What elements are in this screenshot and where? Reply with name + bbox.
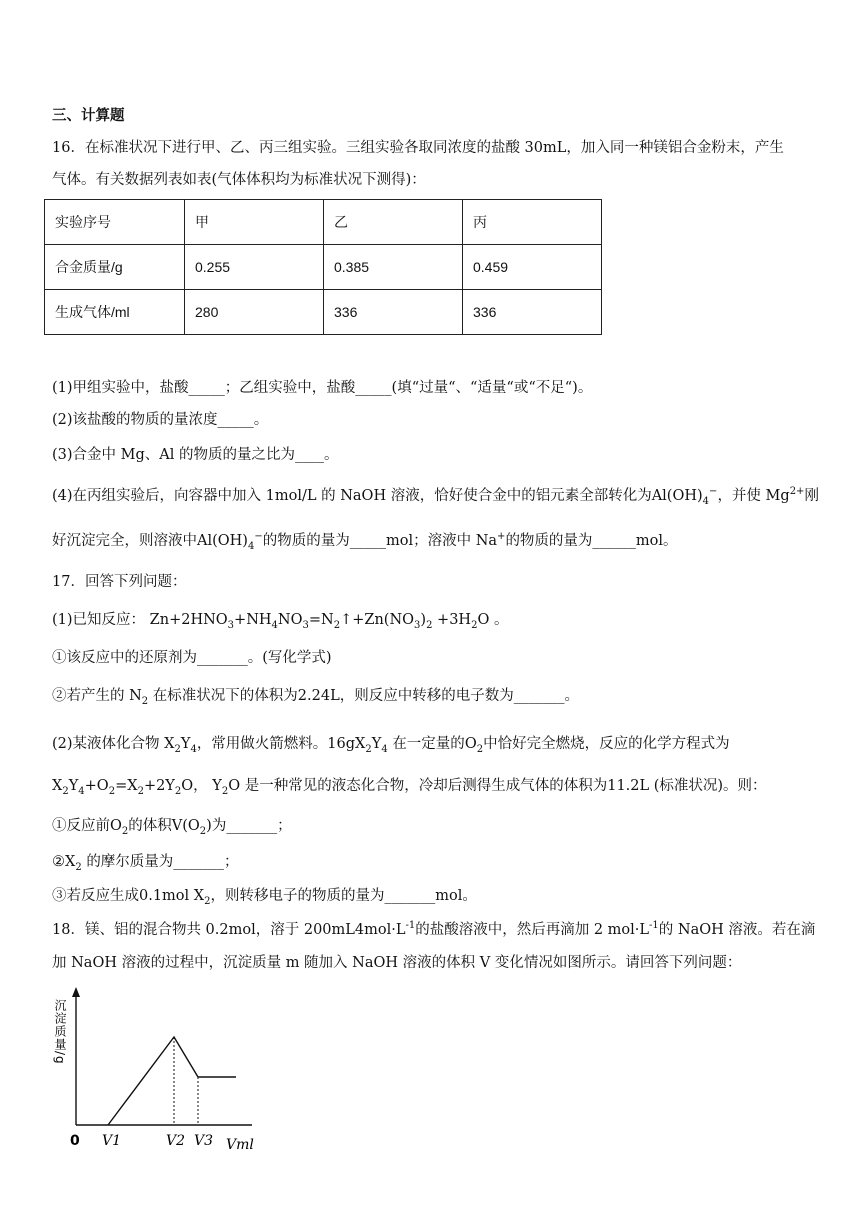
table-row	[45, 290, 602, 335]
table-cell: 336	[324, 290, 463, 335]
table-cell: 生成气体/ml	[45, 290, 185, 335]
graph-y-label: 沉淀质量/g	[53, 999, 67, 1065]
text: 18．镁、铝的混合物共 0.2mol，溶于 200mL4mol·L	[52, 922, 406, 938]
q16-stem-line1: 16．在标准状况下进行甲、乙、丙三组实验。三组实验各取同浓度的盐酸 30mL，加入同一种镁铝合金粉末，产生	[52, 140, 784, 156]
y-axis-arrow	[72, 987, 80, 997]
q16-sub4-line2: 好沉淀完全，则溶液中$Al(OH)_4^-$的物质的量为_____mol；溶液中 Na+的物质的量为______mol。	[52, 531, 678, 552]
text: (4)在丙组实验后，向容器中加入 1mol/L 的 NaOH 溶液，恰好使合金中的铝元素全部转化为	[52, 488, 652, 504]
table-cell: 丙	[463, 200, 602, 245]
table-cell: 0.459	[463, 245, 602, 290]
text: 的体积	[128, 818, 172, 834]
q17-p1	[52, 610, 508, 630]
equation: $X_2Y_4+O_2=X_2+2Y_2O$	[52, 778, 194, 797]
table-row	[45, 245, 602, 290]
text: 为_______；	[211, 818, 292, 834]
tick-label-v2: V2	[166, 1133, 186, 1149]
q17-p2-item2: $②X_2$ 的摩尔质量为_______；	[52, 854, 239, 873]
q16-sub4-line1: (4)在丙组实验后，向容器中加入 1mol/L 的 NaOH 溶液，恰好使合金中的铝元素全部转化为$Al(OH)_4^-$，并使 $Mg^{2+}$刚	[52, 486, 819, 507]
tick-label-v1: V1	[102, 1133, 122, 1149]
text: 的盐酸溶液中，然后再滴加 2 mol·L	[415, 922, 650, 938]
q17-p2-line1: (2)某液体化合物 $X_2Y_4$，常用做火箭燃料。$16gX_2Y_4$ 在一定量的$O_2$中恰好完全燃烧，反应的化学方程式为	[52, 736, 730, 755]
precipitate-curve	[108, 1037, 236, 1125]
text: 在一定量的	[392, 736, 465, 752]
table-cell: 实验序号	[45, 200, 185, 245]
table-cell: 0.255	[185, 245, 324, 290]
q16-sub3: (3)合金中 Mg、Al 的物质的量之比为____。	[52, 447, 339, 463]
q16-sub2: (2)该盐酸的物质的量浓度_____。	[52, 412, 269, 428]
q17-p2-item1: ①反应前$O_2$的体积$V(O_2)$为_______；	[52, 818, 292, 837]
formula: $Al(OH)_4^-$	[651, 486, 718, 507]
table-cell: 0.385	[324, 245, 463, 290]
table-cell: 280	[185, 290, 324, 335]
tick-label-v3: V3	[194, 1133, 214, 1149]
q16-sub1: (1)甲组实验中，盐酸_____；乙组实验中，盐酸_____(填“过量“、“适量“或“不足“)。	[52, 380, 593, 396]
table-cell: 合金质量/g	[45, 245, 185, 290]
text: 的物质的量为______mol。	[505, 533, 678, 549]
graph-origin-label: 0	[70, 1133, 80, 1149]
table-header-row	[45, 200, 602, 245]
precipitate-graph	[46, 985, 276, 1155]
text: ②	[52, 854, 65, 870]
text: 好沉淀完全，则溶液中	[52, 533, 197, 549]
text: (1)已知反应：	[52, 612, 146, 628]
text: ，常用做火箭燃料。16g	[196, 736, 356, 752]
q18-stem-line2: 加 NaOH 溶液的过程中，沉淀质量 m 随加入 NaOH 溶液的体积 V 变化情况如图所示。请回答下列问题：	[52, 955, 742, 971]
text: 的物质的量为_____mol；溶液中 Na	[262, 533, 498, 549]
data-table	[44, 199, 602, 335]
text: mol。	[435, 888, 477, 904]
q17-p1-item1: ①该反应中的还原剂为_______。(写化学式)	[52, 650, 332, 666]
q17-p2-line2: $X_2Y_4+O_2=X_2+2Y_2O$， $Y_2O$ 是一种常见的液态化合物，冷却后测得生成气体的体积为11.2L (标准状况)。则：	[52, 778, 767, 797]
text: ，并使 Mg	[717, 488, 790, 504]
equation: $Zn+2HNO_3+NH_4NO_3=N_2↑+Zn(NO_3)_2 +3H_2O$ 。	[149, 612, 509, 631]
formula: $Al(OH)_4^-$	[197, 531, 263, 552]
section-title: 三、计算题	[52, 108, 125, 124]
q17-p1-item2: ②若产生的 $N_2$ 在标准状况下的体积为2.24L，则反应中转移的电子数为_______。	[52, 688, 579, 707]
q16-stem-line2: 气体。有关数据列表如表(气体体积均为标准状况下测得)：	[52, 172, 426, 188]
table-cell: 乙	[324, 200, 463, 245]
text: ，	[193, 778, 208, 794]
text: 的 NaOH 溶液。若在滴	[658, 922, 816, 938]
text: ，则转移电子的物质的量为_______	[210, 888, 436, 904]
text: ③若反应生成	[52, 888, 139, 904]
q17-p2-item3: ③若反应生成0.1mol $X_2$，则转移电子的物质的量为_______mol。	[52, 888, 477, 907]
table-cell: 甲	[185, 200, 324, 245]
text: 在标准状况下的体积为2.24L，则反应中转移的电子数为_______。	[152, 688, 579, 704]
text: ①反应前	[52, 818, 110, 834]
q18-stem-line1: 18．镁、铝的混合物共 0.2mol，溶于 $200mL4mol\cdot L^{-1}$的盐酸溶液中，然后再滴加 2 $mol\cdot L^{-1}$的 NaOH 溶液。若在滴	[52, 920, 816, 938]
text: (2)某液体化合物	[52, 736, 160, 752]
graph-x-label: Vml	[226, 1137, 254, 1153]
text: 的摩尔质量为_______；	[86, 854, 239, 870]
q17-title: 17．回答下列问题：	[52, 574, 187, 590]
text: ②若产生的	[52, 688, 125, 704]
text: 是一种常见的液态化合物，冷却后测得生成气体的体积为11.2L (标准状况)。则：	[244, 778, 767, 794]
table-cell: 336	[463, 290, 602, 335]
text: 中恰好完全燃烧，反应的化学方程式为	[483, 736, 730, 752]
text: 刚	[804, 488, 819, 504]
